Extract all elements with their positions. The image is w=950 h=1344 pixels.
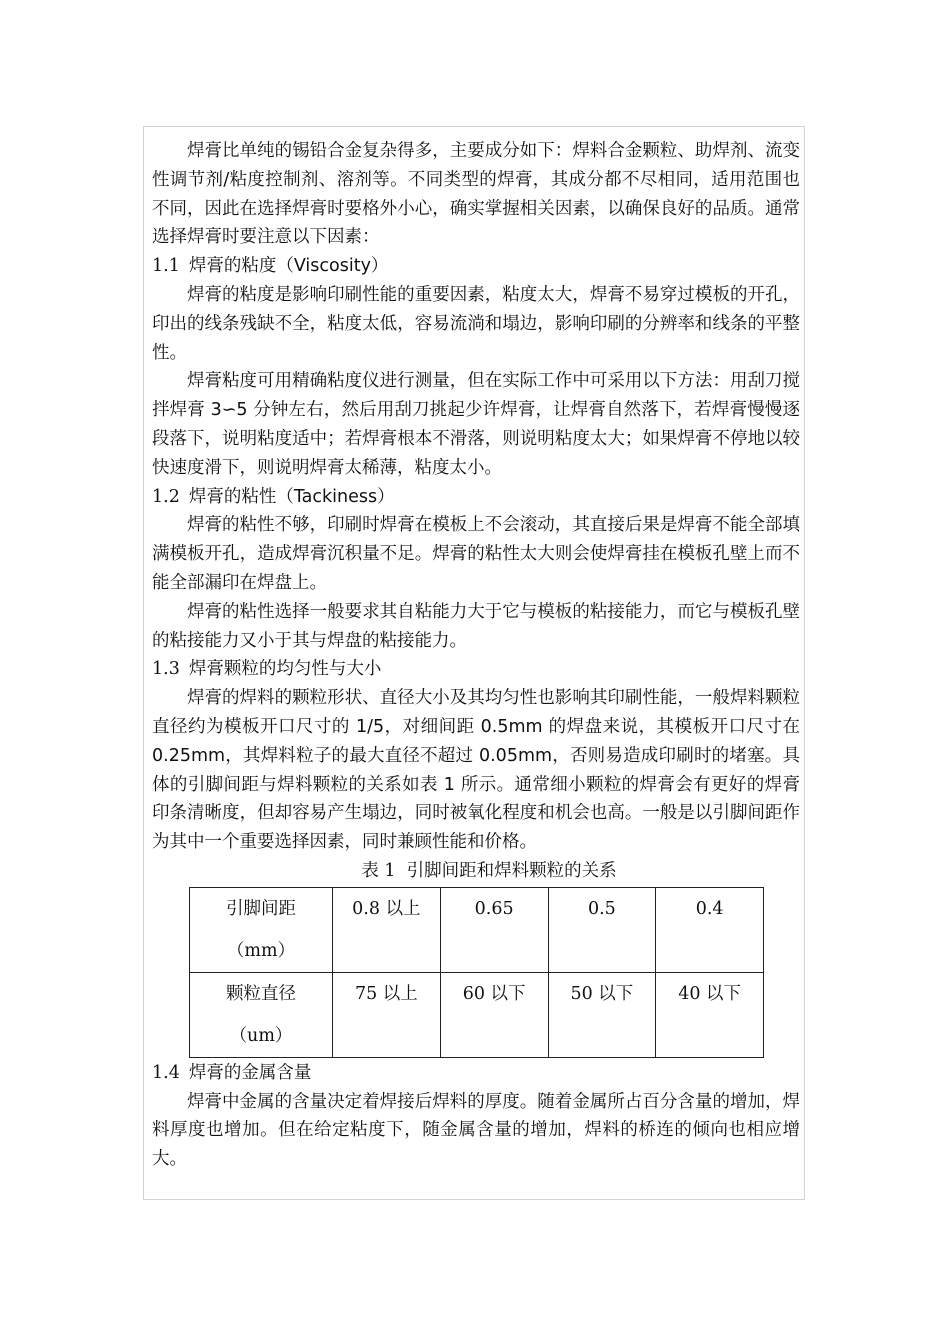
table-cell: 0.65 [440,887,548,972]
table-cell: 50 以下 [548,972,656,1057]
paragraph: 焊膏的粘性不够，印刷时焊膏在模板上不会滚动，其直接后果是焊膏不能全部填满模板开孔，造成焊膏沉积量不足。焊膏的粘性太大则会使焊膏挂在模板孔壁上而不能全部漏印在焊盘上。 [152,515,800,593]
paragraph: 焊膏的粘度是影响印刷性能的重要因素，粘度太大，焊膏不易穿过模板的开孔，印出的线条残缺不全，粘度太低，容易流淌和塌边，影响印刷的分辨率和线条的平整性。 [152,284,800,363]
row-unit: （mm） [226,940,296,961]
section-heading-1-3 [152,655,800,684]
table-caption-text: 引脚间距和焊料颗粒的关系 [406,860,617,881]
paragraph: 焊膏粘度可用精确粘度仪进行测量，但在实际工作中可采用以下方法：用刮刀搅拌焊膏 3∽5 分钟左右，然后用刮刀挑起少许焊膏，让焊膏自然落下，若焊膏慢慢逐段落下，说明粘度适中；若焊膏根本不滑落，则说明粘度太大；如果焊膏不停地以较快速度滑下，则说明焊膏太稀薄，粘度太小。 [152,371,800,478]
paragraph: 焊膏中金属的含量决定着焊接后焊料的厚度。随着金属所占百分含量的增加，焊料厚度也增加。但在给定粘度下，随金属含量的增加，焊料的桥连的倾向也相应增大。 [152,1091,800,1170]
table-cell: 75 以上 [333,972,441,1057]
table-cell: 0.5 [548,887,656,972]
section-number: 1.4 [152,1062,180,1083]
section-title: 焊膏的金属含量 [188,1062,312,1083]
row-unit: （um） [229,1025,293,1046]
table-cell: 40 以下 [656,972,764,1057]
section-number: 1.1 [152,256,180,277]
section-title: 焊膏的粘性（Tackiness） [188,486,395,507]
table-caption [152,857,800,886]
paragraph: 焊膏的粘性选择一般要求其自粘能力大于它与模板的粘接能力，而它与模板孔壁的粘接能力又小于其与焊盘的粘接能力。 [152,601,800,651]
table-cell: 0.8 以上 [333,887,441,972]
section-heading-1-2 [152,483,800,512]
intro-paragraph: 焊膏比单纯的锡铅合金复杂得多，主要成分如下：焊料合金颗粒、助焊剂、流变性调节剂/粘度控制剂、溶剂等。不同类型的焊膏，其成分都不尽相同，适用范围也不同，因此在选择焊膏时要格外小心，确实掌握相关因素，以确保良好的品质。通常选择焊膏时要注意以下因素： [152,141,800,248]
pitch-particle-table [189,887,764,1058]
section-title: 焊膏颗粒的均匀性与大小 [188,659,382,680]
table-cell: 60 以下 [440,972,548,1057]
section-number: 1.2 [152,486,180,507]
table-row [190,972,764,1057]
section-heading-1-4 [152,1059,800,1088]
row-label: 引脚间距 [226,898,296,919]
section-number: 1.3 [152,659,180,680]
table-row-header [190,972,333,1057]
table-row [190,887,764,972]
section-heading-1-1 [152,252,800,281]
section-title: 焊膏的粘度（Viscosity） [188,256,389,277]
document-body [152,137,800,1174]
row-label: 颗粒直径 [226,983,296,1004]
table-row-header [190,887,333,972]
paragraph: 焊膏的焊料的颗粒形状、直径大小及其均匀性也影响其印刷性能，一般焊料颗粒直径约为模板开口尺寸的 1/5，对细间距 0.5mm 的焊盘来说，其模板开口尺寸在 0.25mm，其焊料粒子的最大直径不超过 0.05mm，否则易造成印刷时的堵塞。具体的引脚间距与焊料颗粒的关系如表 1 所示。通常细小颗粒的焊膏会有更好的焊膏印条清晰度，但却容易产生塌边，同时被氧化程度和机会也高。一般是以引脚间距作为其中一个重要选择因素，同时兼顾性能和价格。 [152,688,800,853]
table-cell: 0.4 [656,887,764,972]
table-caption-number: 表 1 [361,860,396,881]
